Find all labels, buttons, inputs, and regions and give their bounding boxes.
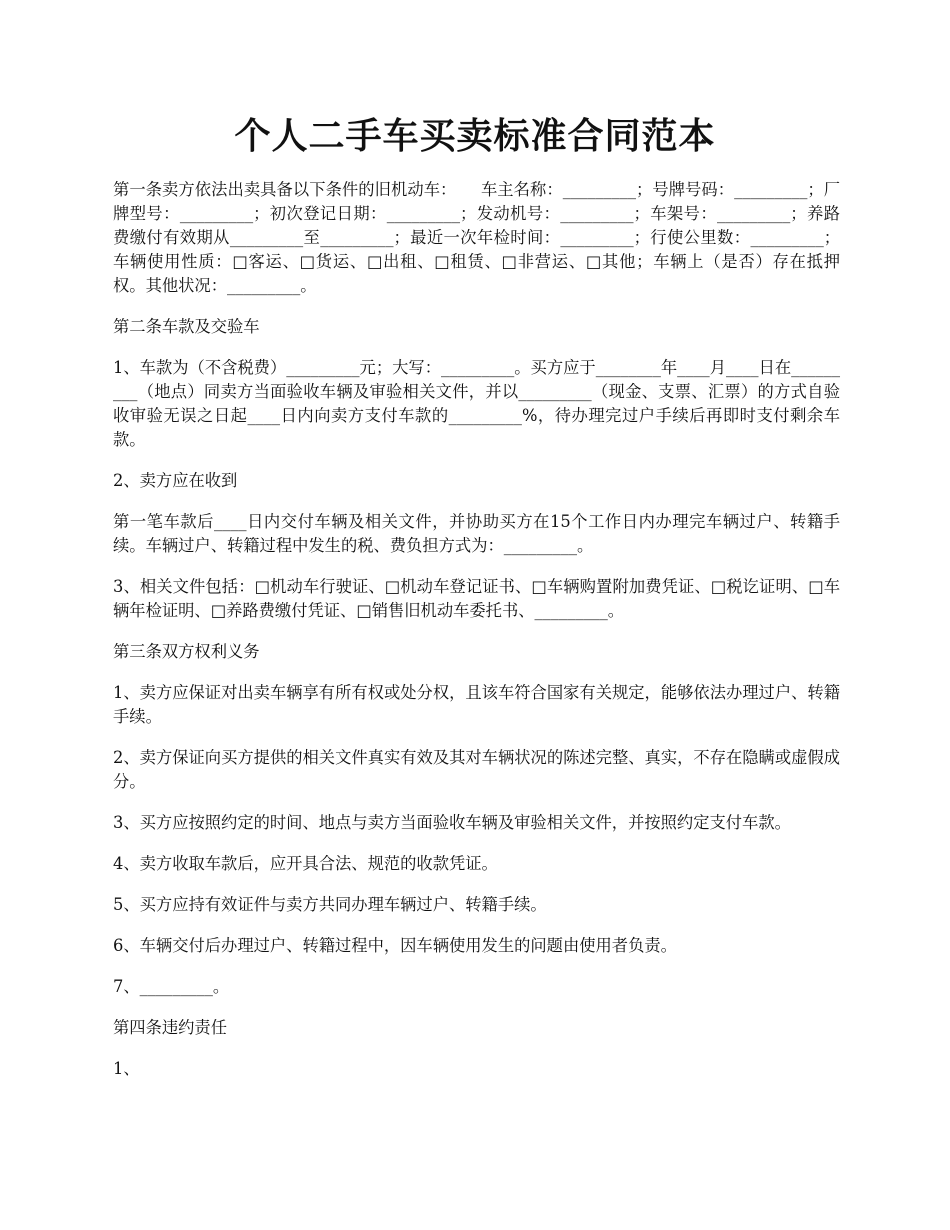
clause-4-item-1: 1、 — [113, 1059, 140, 1078]
clause-2-heading: 第二条车款及交验车 — [113, 317, 260, 336]
clause-3-item-4: 4、卖方收取车款后，应开具合法、规范的收款凭证。 — [113, 854, 498, 873]
document-body — [113, 178, 840, 1098]
clause-2-item-2-continued: 第一笔车款后____日内交付车辆及相关文件，并协助买方在15个工作日内办理完车辆过户、转籍手续。车辆过户、转籍过程中发生的税、费负担方式为：_________。 — [113, 512, 840, 555]
clause-3-item-1: 1、卖方应保证对出卖车辆享有所有权或处分权，且该车符合国家有关规定，能够依法办理过户、转籍手续。 — [113, 683, 840, 726]
clause-2-item-3: 3、相关文件包括：□机动车行驶证、□机动车登记证书、□车辆购置附加费凭证、□税讫证明、□车辆年检证明、□养路费缴付凭证、□销售旧机动车委托书、_________。 — [113, 577, 840, 620]
clause-1-text: 第一条卖方依法出卖具备以下条件的旧机动车： 车主名称：_________；号牌号码：_________；厂牌型号：_________；初次登记日期：_________；发动机号：_________；车架号：_________；养路费缴付有效期从_________至_________；最近一次年检时间：_________；行使公里数：_________；车辆使用性质：□客运、□货运、□出租、□租赁、□非营运、□其他；车辆上（是否）存在抵押权。其他状况：_________。 — [113, 180, 840, 295]
clause-3-item-6: 6、车辆交付后办理过户、转籍过程中，因车辆使用发生的问题由使用者负责。 — [113, 936, 677, 955]
clause-3-item-7: 7、_________。 — [113, 977, 230, 996]
clause-3-item-3: 3、买方应按照约定的时间、地点与卖方当面验收车辆及审验相关文件，并按照约定支付车款。 — [113, 813, 791, 832]
clause-3-heading: 第三条双方权利义务 — [113, 642, 260, 661]
clause-2-item-2: 2、卖方应在收到 — [113, 471, 238, 490]
clause-3-item-2: 2、卖方保证向买方提供的相关文件真实有效及其对车辆状况的陈述完整、真实，不存在隐瞒或虚假成分。 — [113, 748, 840, 791]
clause-4-heading: 第四条违约责任 — [113, 1018, 227, 1037]
clause-3-item-5: 5、买方应持有效证件与卖方共同办理车辆过户、转籍手续。 — [113, 895, 547, 914]
document-title: 个人二手车买卖标准合同范本 — [234, 115, 716, 157]
clause-2-item-1: 1、车款为（不含税费）_________元；大写：_________。买方应于________年____月____日在_________（地点）同卖方当面验收车辆及审验相关文件，并以_________（现金、支票、汇票）的方式自验收审验无误之日起____日内向卖方支付车款的_________%，待办理完过户手续后再即时支付剩余车款。 — [113, 358, 840, 449]
